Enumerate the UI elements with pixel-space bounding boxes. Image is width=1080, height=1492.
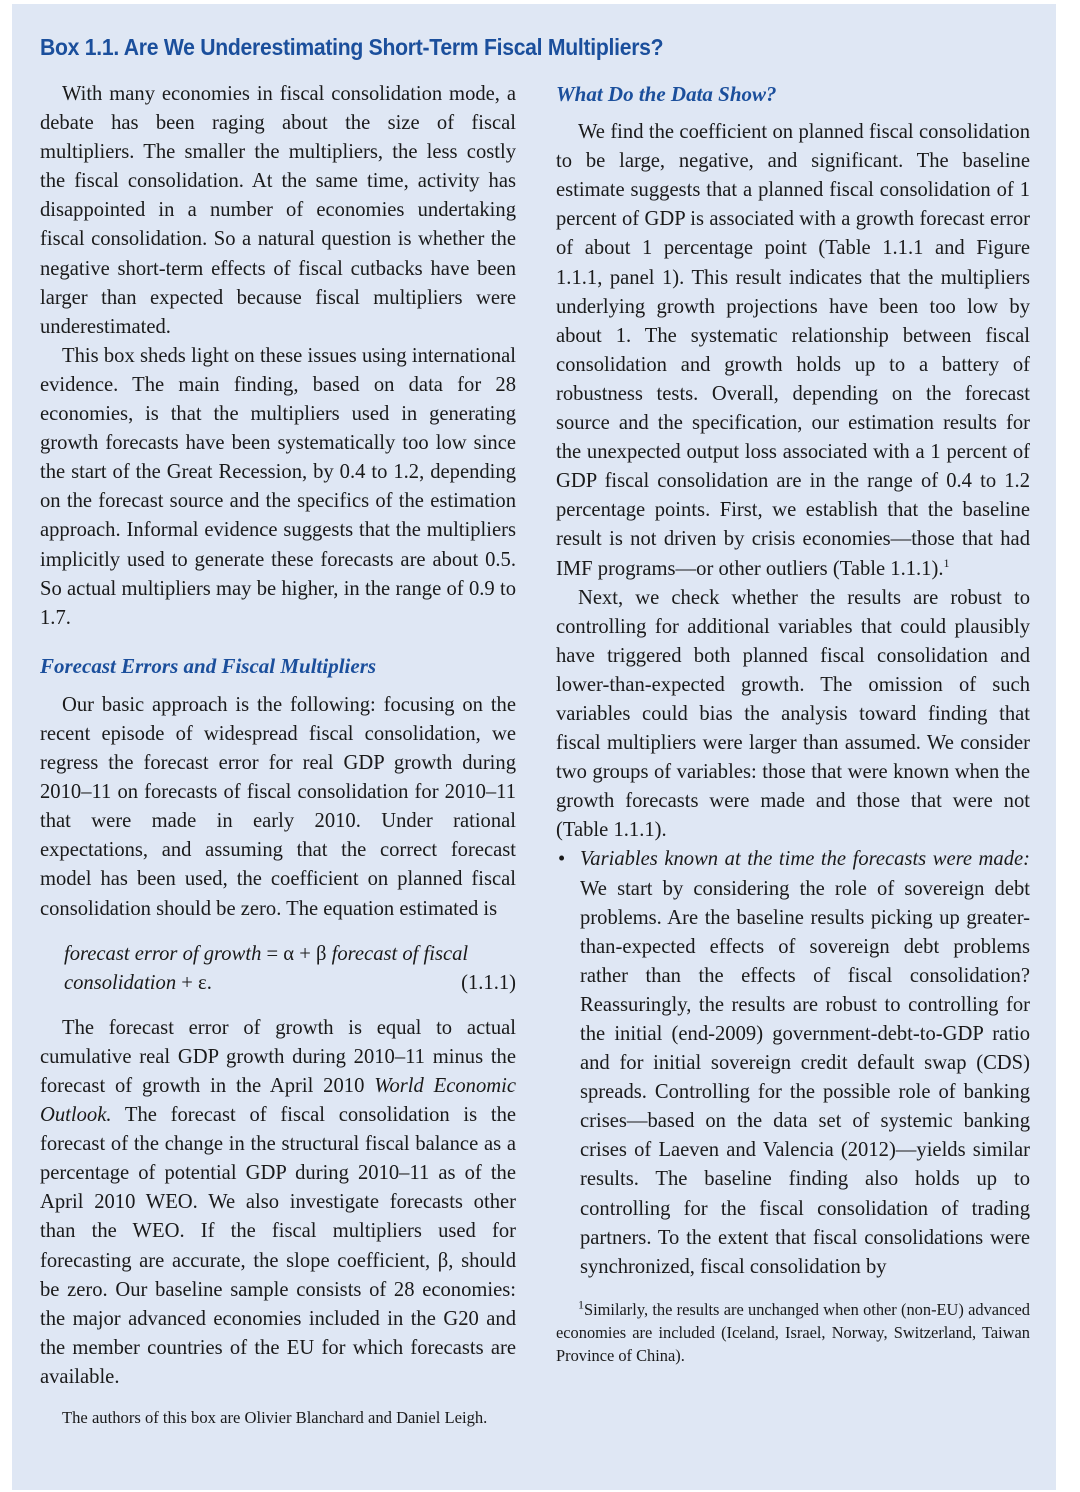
footnote: [556, 1298, 1030, 1367]
footnote-number: 1: [578, 1297, 584, 1312]
left-paragraph-3: Our basic approach is the following: focusing on the recent episode of widespread fiscal consolidation, we regress the forecast error for real GDP growth during 2010–11 on forecasts of fiscal consolidation for 2010–11 that were made in early 2010. Under rational expectations, and assuming that the correct forecast model has been used, the coefficient on planned fiscal consolidation should be zero. The equation estimated is: [40, 693, 516, 920]
right-column: [556, 80, 1030, 1367]
section-heading-forecast-errors: Forecast Errors and Fiscal Multipliers: [40, 653, 377, 678]
equation-number: (1.1.1): [461, 971, 516, 994]
left-column: [40, 80, 516, 1429]
authors-note: The authors of this box are Olivier Blanchard and Daniel Leigh.: [62, 1408, 488, 1428]
right-paragraph-1-text: We find the coefficient on planned fiscal consolidation to be large, negative, and significant. The baseline estimate suggests that a planned fiscal consolidation of 1 percent of GDP is associated with a growth forecast error of about 1 percentage point (Table 1.1.1 and Figure 1.1.1, panel 1). This result indicates that the multipliers underlying growth projections have been too low by about 1. The systematic relationship between fiscal consolidation and growth holds up to a battery of robustness tests. Overall, depending on the forecast source and the specification, our estimation results for the unexpected output loss associated with a 1 percent of GDP fiscal consolidation are in the range of 0.4 to 1.2 percentage points. First, we establish that the baseline result is not driven by crisis economies—those that had IMF programs—or other outliers (Table 1.1.1).: [556, 121, 1030, 580]
left-paragraph-2: This box sheds light on these issues using international evidence. The main finding, based on data for 28 economies, is that the multipliers used in generating growth forecasts have been systematically too low since the start of the Great Recession, by 0.4 to 1.2, depending on the forecast source and the specifics of the estimation approach. Informal evidence suggests that the multipliers implicitly used to generate these forecasts are about 0.5. So actual multipliers may be higher, in the range of 0.9 to 1.7.: [40, 344, 516, 629]
equation-1-1-1: [40, 940, 516, 998]
left-paragraph-4: [40, 1014, 516, 1392]
equation-alpha-beta: = α + β: [266, 942, 327, 965]
box-title: Box 1.1. Are We Underestimating Short-Term Fiscal Multipliers?: [40, 34, 664, 60]
bullet-list: [556, 845, 1030, 1281]
section-heading-data-show: What Do the Data Show?: [556, 82, 777, 106]
list-item: [558, 845, 1030, 1281]
bullet-text: We start by considering the role of sovereign debt problems. Are the baseline results picking up greater-than-expected effects of sovereign debt problems rather than the effects of fiscal consolidation? Reassuringly, the results are robust to controlling for the initial (end-2009) government-debt-to-GDP ratio and for initial sovereign credit default swap (CDS) spreads. Controlling for the possible role of banking crises—based on the data set of systemic banking crises of Laeven and Valencia (2012)—yields similar results. The baseline finding also holds up to controlling for the fiscal consolidation of trading partners. To the extent that fiscal consolidations were synchronized, fiscal consolidation by: [580, 877, 1030, 1278]
bullet-icon: •: [558, 848, 566, 871]
equation-term-fiscal-consolidation: forecast of fiscal consolidation: [64, 942, 469, 994]
left-paragraph-4-part-a: The forecast error of growth is equal to actual cumulative real GDP growth during 2010–11 minus the forecast of growth in the April 2010: [40, 1016, 516, 1097]
footnote-text: Similarly, the results are unchanged when other (non-EU) advanced economies are included (Iceland, Israel, Norway, Switzerland, Taiwan Province of China).: [556, 1299, 1030, 1365]
weo-italic-title: World Economic Outlook.: [40, 1075, 516, 1127]
bullet-lead: Variables known at the time the forecasts were made:: [580, 848, 1030, 871]
left-paragraph-4-part-b: The forecast of fiscal consolidation is the forecast of the change in the structural fiscal balance as a percentage of potential GDP during 2010–11 as of the April 2010 WEO. We also investigate forecasts other than the WEO. If the fiscal multipliers used for forecasting are accurate, the slope coefficient, β, should be zero. Our baseline sample consists of 28 economies: the major advanced economies included in the G20 and the member countries of the EU for which forecasts are available.: [40, 1104, 517, 1388]
right-paragraph-1: [556, 118, 1030, 584]
right-paragraph-2: Next, we check whether the results are robust to controlling for additional variables that could plausibly have triggered both planned fiscal consolidation and lower-than-expected growth. The omission of such variables could bias the analysis toward finding that fiscal multipliers were larger than assumed. We consider two groups of variables: those that were known when the growth forecasts were made and those that were not (Table 1.1.1).: [556, 586, 1030, 842]
left-paragraph-1: With many economies in fiscal consolidation mode, a debate has been raging about the size of fiscal multipliers. The smaller the multipliers, the less costly the fiscal consolidation. At the same time, activity has disappointed in a number of economies undertaking fiscal consolidation. So a natural question is whether the negative short-term effects of fiscal cutbacks have been larger than expected because fiscal multipliers were underestimated.: [40, 83, 516, 338]
footnote-reference: 1: [943, 555, 950, 570]
equation-epsilon: + ε.: [181, 971, 212, 994]
equation-term-forecast-error: forecast error of growth: [64, 942, 262, 965]
